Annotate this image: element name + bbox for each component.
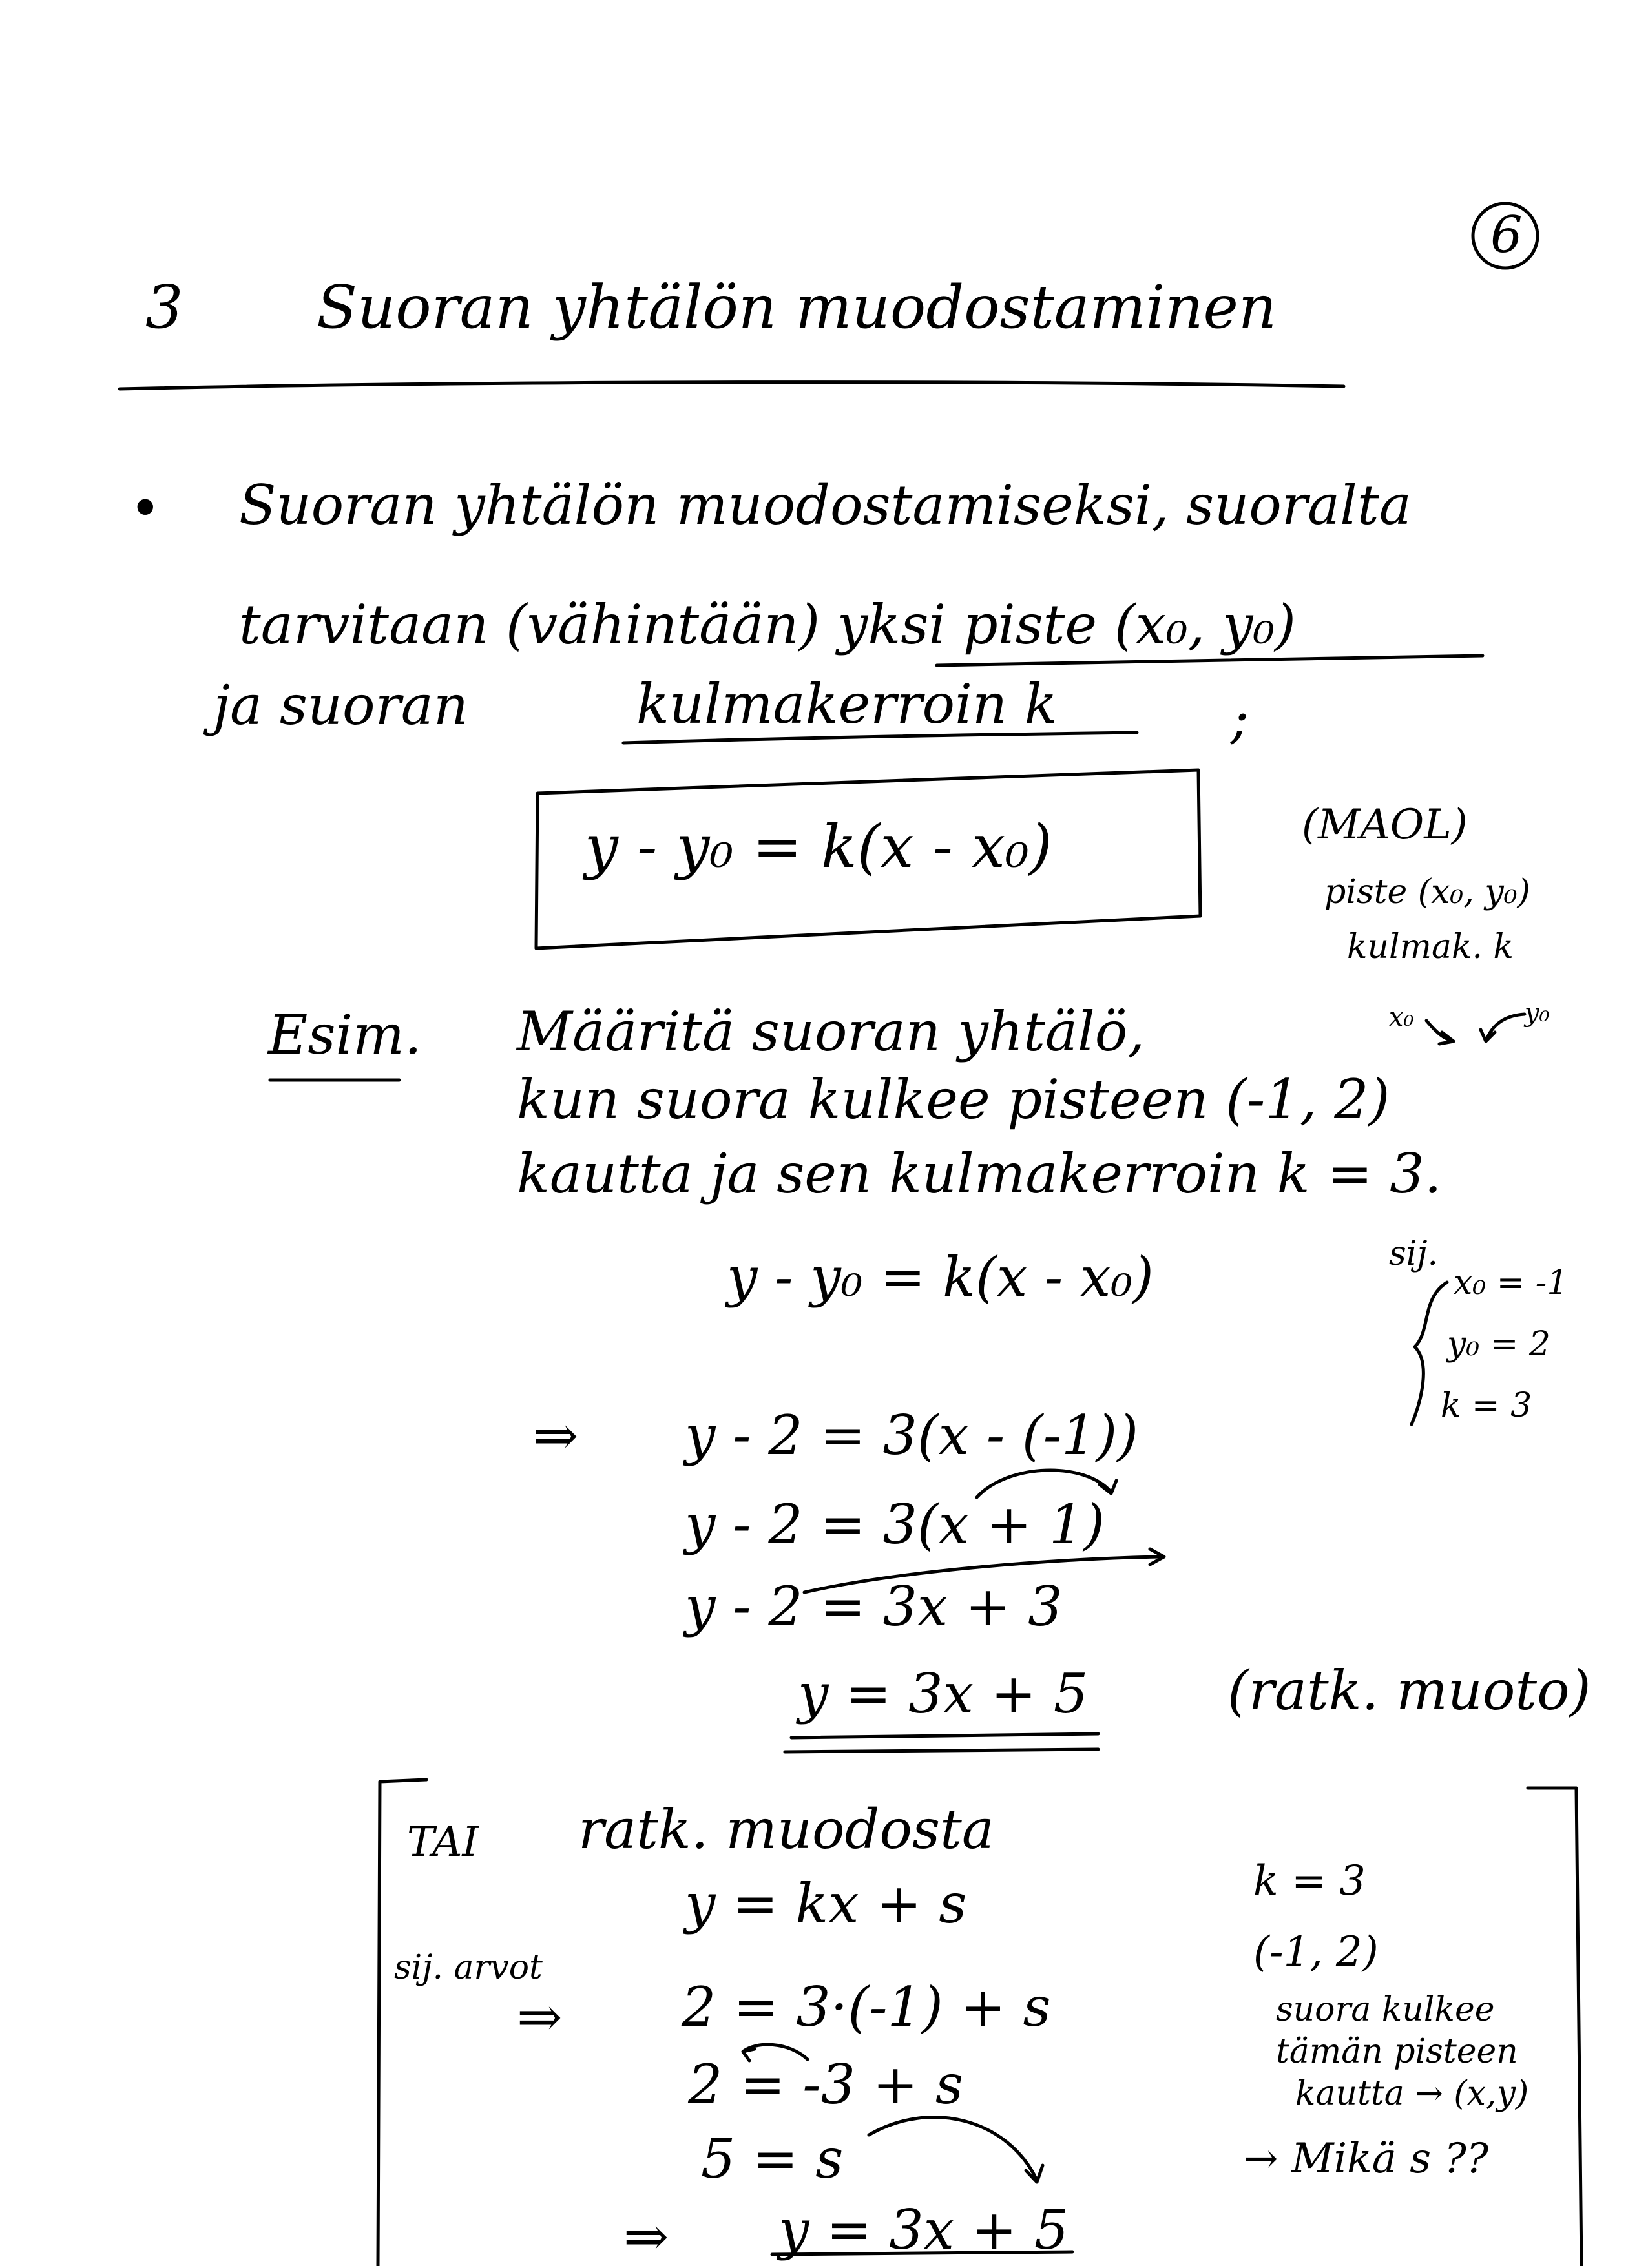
subst-label: sij. [1389, 1234, 1438, 1273]
maol-line-1: piste (x₀, y₀) [1324, 873, 1530, 911]
alt-note-point: (-1, 2) [1253, 1928, 1379, 1976]
step-1: y - y₀ = k(x - x₀) [727, 1245, 1154, 1309]
intro-line-3b: kulmakerroin k [636, 672, 1058, 736]
subst-y0: y₀ = 2 [1447, 1325, 1550, 1364]
x0-arrow [1426, 1021, 1454, 1044]
step-4: y - 2 = 3x + 3 [685, 1575, 1063, 1638]
answer-underline-2 [785, 1749, 1098, 1752]
point-underline [937, 656, 1483, 665]
alt-step-2: 2 = 3·(-1) + s [682, 1975, 1051, 2039]
s-to-answer-arc [869, 2117, 1043, 2182]
intro-line-1: Suoran yhtälön muodostamiseksi, suoralta [239, 473, 1412, 537]
alt-step-4: 5 = s [701, 2127, 844, 2190]
example-line-3: kautta ja sen kulmakerroin k = 3. [517, 1142, 1442, 1205]
example-label: Esim. [268, 1003, 422, 1066]
section-title: Suoran yhtälön muodostaminen [317, 273, 1277, 342]
alt-note-line-1: suora kulkee [1276, 1990, 1495, 2029]
section-number: 3 [145, 273, 183, 342]
tai-label: TAI [407, 1818, 479, 1866]
step-5-answer: y = 3x + 5 [798, 1662, 1089, 1725]
alt-step-5-answer: y = 3x + 5 [778, 2198, 1069, 2262]
alt-implies-2: ⇒ [623, 2205, 669, 2268]
y0-arrow [1481, 1014, 1525, 1041]
subst-k: k = 3 [1441, 1386, 1532, 1425]
alt-step-3: 2 = -3 + s [688, 2053, 963, 2116]
formula-box-text: y - y₀ = k(x - x₀) [585, 812, 1052, 881]
alt-step-1: y = kx + s [685, 1872, 967, 1935]
alt-note-line-3: kautta → (x,y) [1295, 2074, 1529, 2113]
implies-1: ⇒ [533, 1404, 579, 1467]
answer-underline-1 [791, 1734, 1098, 1738]
alt-subst-label: sij. arvot [394, 1948, 543, 1987]
step-2: y - 2 = 3(x - (-1)) [685, 1404, 1138, 1467]
example-line-2: kun suora kulkee pisteen (-1, 2) [517, 1068, 1390, 1131]
alt-implies-1: ⇒ [517, 1985, 563, 2048]
step-3: y - 2 = 3(x + 1) [685, 1493, 1105, 1556]
alt-note-k: k = 3 [1253, 1857, 1366, 1905]
intro-line-3a: ja suoran [213, 674, 468, 737]
alt-note-question: → Mikä s ?? [1244, 2135, 1489, 2183]
page-number: 6 [1490, 206, 1523, 264]
maol-title: (MAOL) [1302, 801, 1468, 849]
intro-line-2: tarvitaan (vähintään) yksi piste (x₀, y₀) [239, 593, 1296, 656]
alt-bracket-right [1528, 1788, 1581, 2266]
title-underline [120, 382, 1344, 389]
x0-label: x₀ [1389, 1003, 1414, 1032]
example-line-1: Määritä suoran yhtälö, [517, 1000, 1145, 1063]
intro-line-3c: ; [1231, 687, 1249, 750]
bullet: • [129, 477, 162, 540]
alt-title: ratk. muodosta [578, 1798, 994, 1861]
maol-line-2: kulmak. k [1347, 928, 1514, 966]
form-note: (ratk. muoto) [1227, 1659, 1591, 1722]
alt-note-line-2: tämän pisteen [1276, 2032, 1518, 2071]
y0-label: y₀ [1525, 998, 1550, 1028]
subst-x0: x₀ = -1 [1454, 1264, 1569, 1302]
